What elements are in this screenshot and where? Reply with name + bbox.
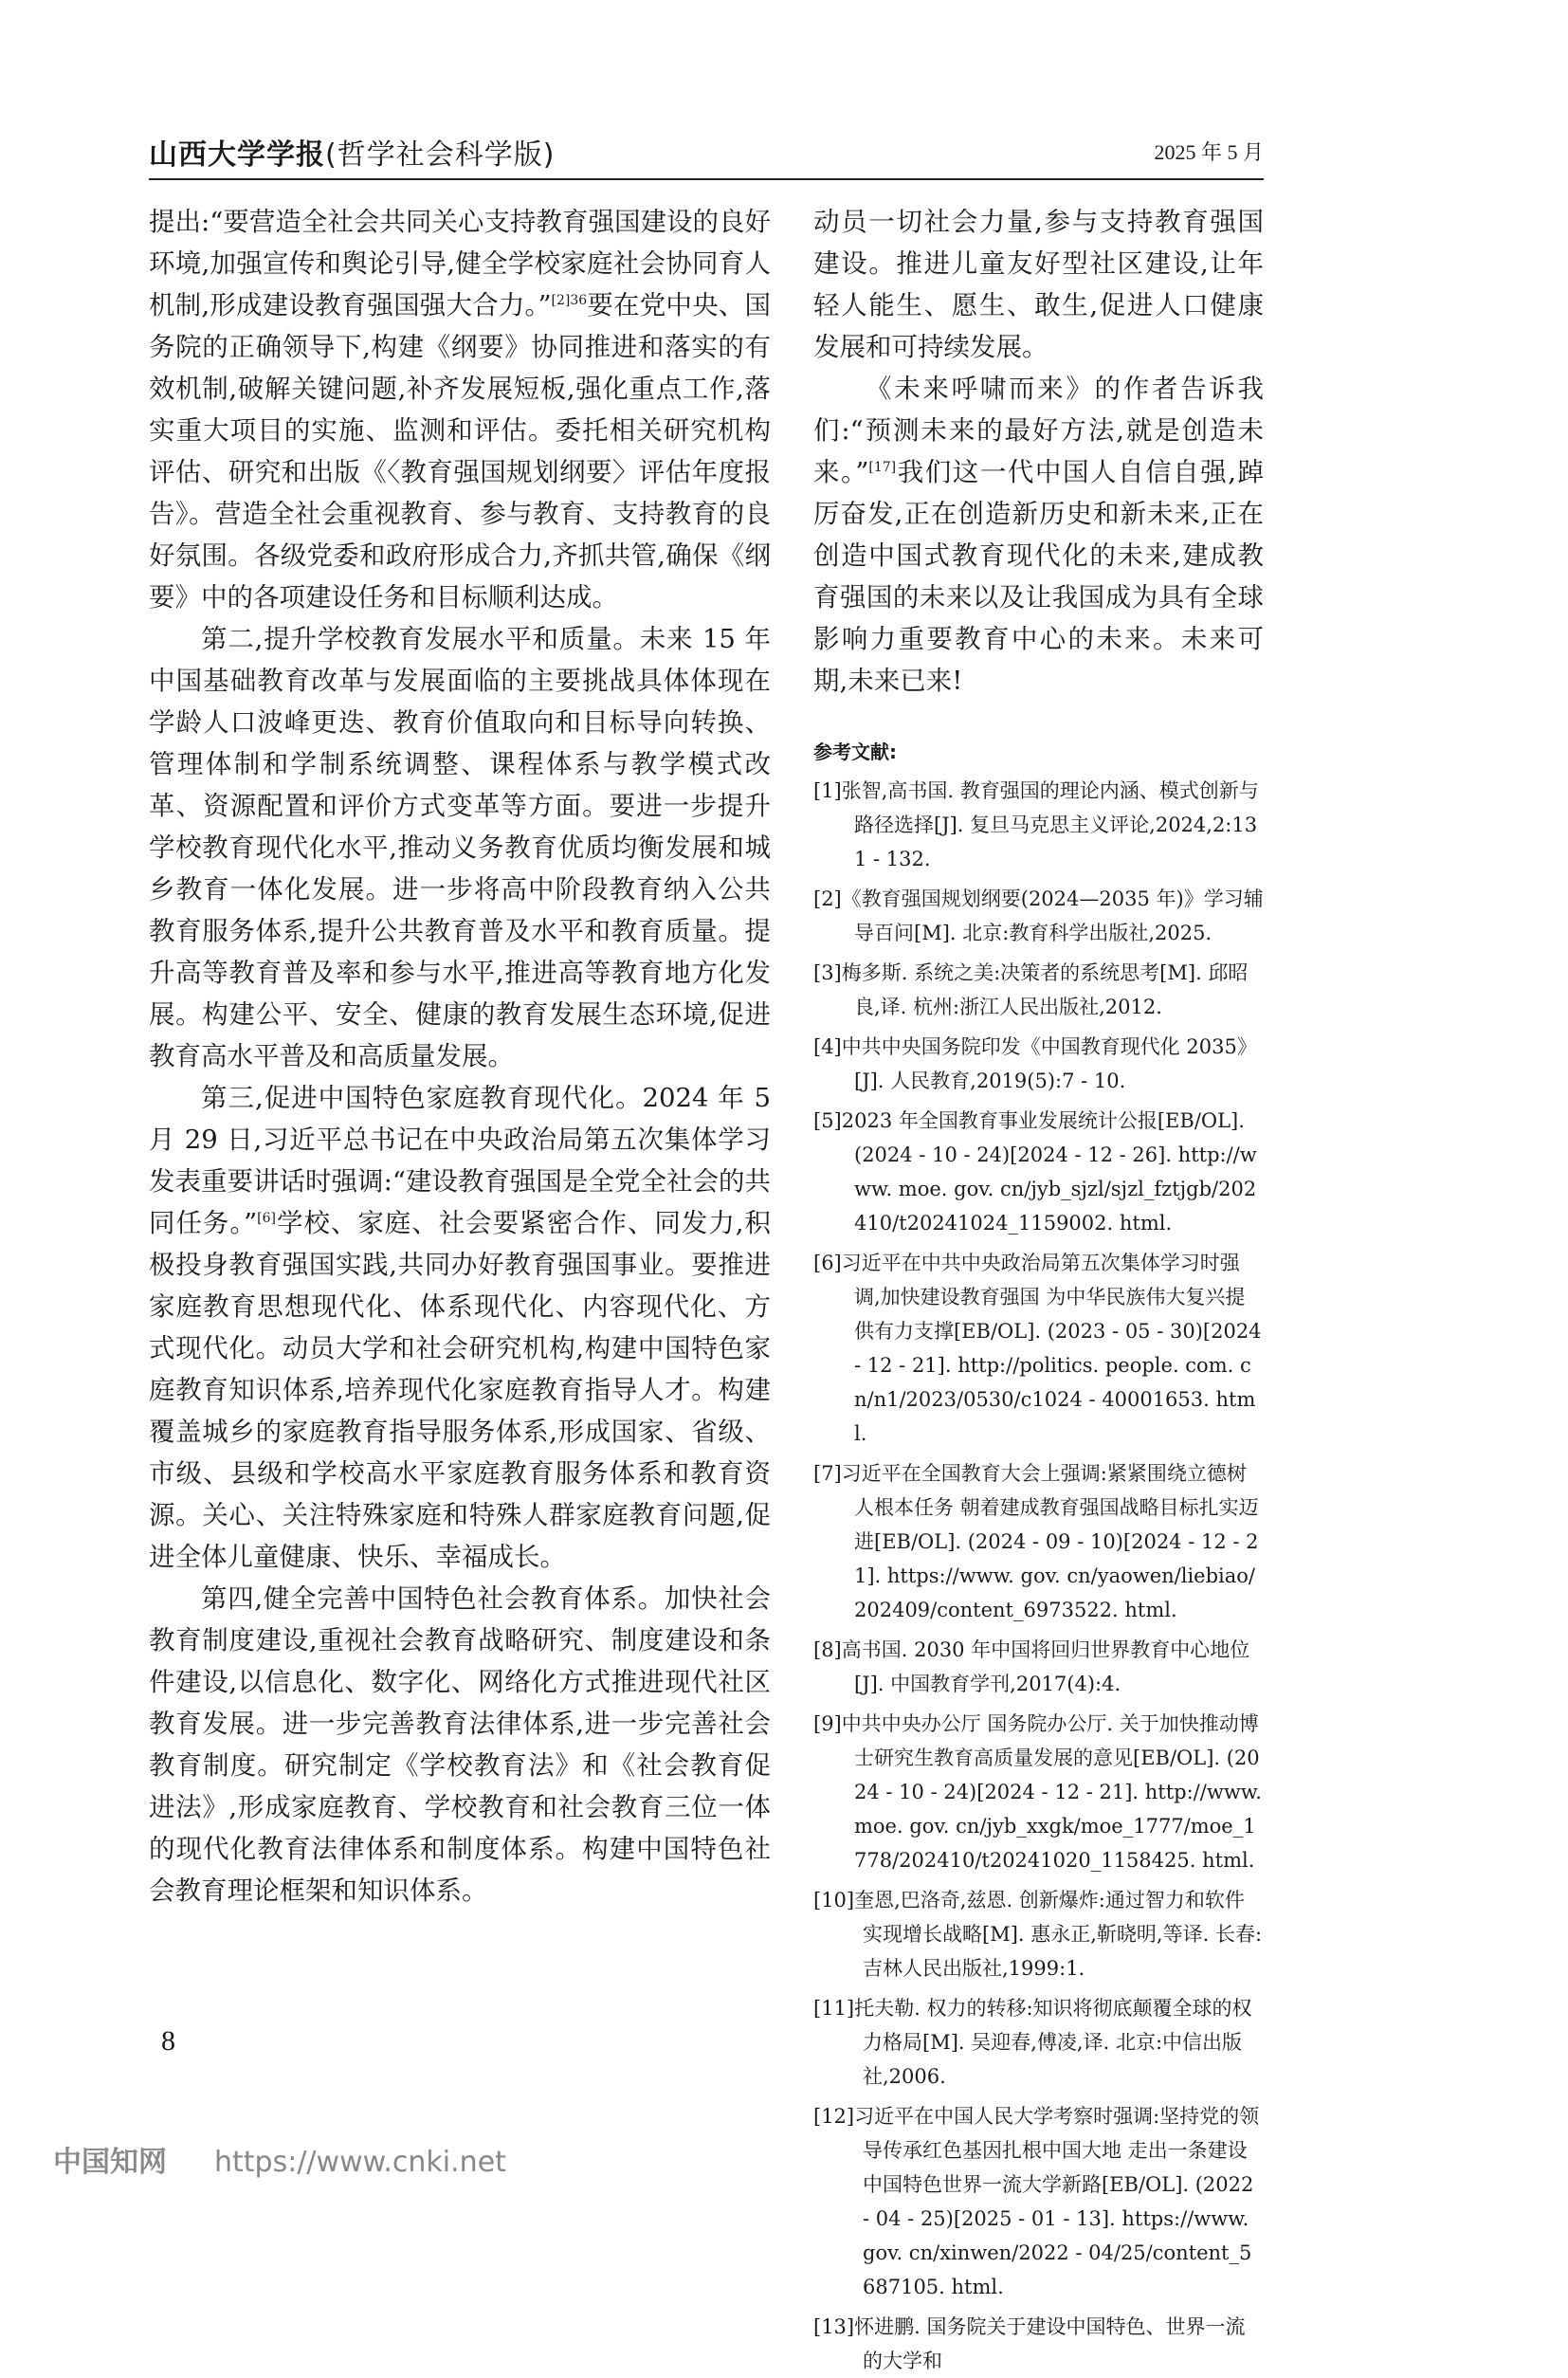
reference-item bbox=[813, 1104, 1264, 1240]
reference-number: [12] bbox=[813, 2105, 855, 2128]
reference-item bbox=[813, 1456, 1264, 1627]
reference-text: 中共中央国务院印发《中国教育现代化 2035》[J]. 人民教育,2019(5):7 - 10. bbox=[841, 1035, 1257, 1092]
reference-number: [9] bbox=[813, 1712, 842, 1735]
reference-item bbox=[813, 956, 1264, 1024]
reference-text: 奎恩,巴洛奇,兹恩. 创新爆炸:通过智力和软件实现增长战略[M]. 惠永正,靳晓明,等译. 长春:吉林人民出版社,1999:1. bbox=[854, 1889, 1263, 1980]
reference-number: [8] bbox=[813, 1638, 842, 1661]
issue-date: 2025 年 5 月 bbox=[1154, 140, 1264, 164]
reference-number: [10] bbox=[813, 1889, 855, 1912]
left-column bbox=[149, 201, 771, 1912]
paragraph: 第四,健全完善中国特色社会教育体系。加快社会教育制度建设,重视社会教育战略研究、制度建设和条件建设,以信息化、数字化、网络化方式推进现代社区教育发展。进一步完善教育法律体系,进一步完善社会教育制度。研究制定《学校教育法》和《社会教育促进法》,形成家庭教育、学校教育和社会教育三位一体的现代化教育法律体系和制度体系。构建中国特色社会教育理论框架和知识体系。 bbox=[149, 1583, 771, 1906]
reference-number: [2] bbox=[813, 887, 842, 910]
reference-item bbox=[813, 774, 1264, 876]
reference-text: 怀进鹏. 国务院关于建设中国特色、世界一流的大学和 bbox=[854, 2315, 1246, 2372]
citation[interactable]: [17] bbox=[868, 459, 897, 475]
running-header bbox=[149, 131, 1264, 180]
reference-number: [6] bbox=[813, 1252, 842, 1274]
paragraph: 动员一切社会力量,参与支持教育强国建设。推进儿童友好型社区建设,让年轻人能生、愿生、敢生,促进人口健康发展和可持续发展。 bbox=[813, 207, 1264, 362]
journal-edition: (哲学社会科学版) bbox=[325, 138, 556, 172]
reference-number: [1] bbox=[813, 779, 842, 802]
reference-text: 张智,高书国. 教育强国的理论内涵、模式创新与路径选择[J]. 复旦马克思主义评论,2024,2:131 - 132. bbox=[841, 779, 1259, 870]
reference-text: 2023 年全国教育事业发展统计公报[EB/OL]. (2024 - 10 - 24)[2024 - 12 - 26]. http://www. moe. gov. cn/jyb_sjzl/sjzl_fztjgb/202410/t20241024_1159002. html. bbox=[841, 1109, 1257, 1235]
reference-item bbox=[813, 1883, 1264, 1985]
reference-text: 托夫勒. 权力的转移:知识将彻底颠覆全球的权力格局[M]. 吴迎春,傅凌,译. 北京:中信出版社,2006. bbox=[854, 1997, 1252, 2088]
reference-item bbox=[813, 1991, 1264, 2094]
paragraph: 提出:“要营造全社会共同关心支持教育强国建设的良好环境,加强宣传和舆论引导,健全学校家庭社会协同育人机制,形成建设教育强国强大合力。”$^{[2]36}$要在党中央、国务院的正确领导下,构建《纲要》协同推进和落实的有效机制,破解关键问题,补齐发展短板,强化重点工作,落实重大项目的实施、监测和评估。委托相关研究机构评估、研究和出版《〈教育强国规划纲要〉评估年度报告》。营造全社会重视教育、参与教育、支持教育的良好氛围。各级党委和政府形成合力,齐抓共管,确保《纲要》中的各项建设任务和目标顺利达成。 bbox=[149, 207, 771, 613]
citation[interactable]: [2]36 bbox=[551, 292, 588, 308]
cnki-url[interactable]: https://www.cnki.net bbox=[214, 2146, 506, 2179]
reference-number: [11] bbox=[813, 1997, 855, 2020]
reference-text: 习近平在中国人民大学考察时强调:坚持党的领导传承红色基因扎根中国大地 走出一条建设中国特色世界一流大学新路[EB/OL]. (2022 - 04 - 25)[2025 - 01 - 13]. https://www. gov. cn/xinwen/2022 - 04/25/content_5687105. html. bbox=[854, 2105, 1260, 2298]
reference-text: 高书国. 2030 年中国将回归世界教育中心地位[J]. 中国教育学刊,2017(4):4. bbox=[841, 1638, 1250, 1695]
reference-number: [3] bbox=[813, 961, 842, 984]
reference-text: 梅多斯. 系统之美:决策者的系统思考[M]. 邱昭良,译. 杭州:浙江人民出版社,2012. bbox=[841, 961, 1249, 1018]
reference-item bbox=[813, 882, 1264, 950]
cnki-logo: 中国知网 bbox=[53, 2146, 167, 2179]
reference-number: [5] bbox=[813, 1109, 842, 1132]
paragraph: 《未来呼啸而来》的作者告诉我们:“预测未来的最好方法,就是创造未来。”[17]我们这一代中国人自信自强,踔厉奋发,正在创造新历史和新未来,正在创造中国式教育现代化的未来,建成教育强国的未来以及让我国成为具有全球影响力重要教育中心的未来。未来可期,未来已来! bbox=[813, 374, 1264, 696]
right-column bbox=[813, 201, 1264, 2378]
reference-text: 中共中央办公厅 国务院办公厅. 关于加快推动博士研究生教育高质量发展的意见[EB/OL]. (2024 - 10 - 24)[2024 - 12 - 21]. http://www. moe. gov. cn/jyb_xxgk/moe_1777/moe_1778/202410/t20241020_1158425. html. bbox=[841, 1712, 1262, 1872]
reference-text: 《教育强国规划纲要(2024—2035 年)》学习辅导百问[M]. 北京:教育科学出版社,2025. bbox=[841, 887, 1264, 944]
references-heading: 参考文献: bbox=[813, 741, 897, 763]
reference-number: [4] bbox=[813, 1035, 842, 1058]
reference-item bbox=[813, 1633, 1264, 1701]
reference-number: [7] bbox=[813, 1462, 842, 1485]
reference-text: 习近平在全国教育大会上强调:紧紧围绕立德树人根本任务 朝着建成教育强国战略目标扎实迈进[EB/OL]. (2024 - 09 - 10)[2024 - 12 - 21]. https://www. gov. cn/yaowen/liebiao/202409/content_6973522. html. bbox=[841, 1462, 1259, 1621]
reference-item bbox=[813, 2099, 1264, 2304]
reference-text: 习近平在中共中央政治局第五次集体学习时强调,加快建设教育强国 为中华民族伟大复兴提供有力支撑[EB/OL]. (2023 - 05 - 30)[2024 - 12 - 21]. http://politics. people. com. cn/n1/2023/0530/c1024 - 40001653. html. bbox=[841, 1252, 1262, 1445]
reference-item bbox=[813, 1707, 1264, 1877]
reference-item bbox=[813, 1246, 1264, 1451]
citation[interactable]: [6] bbox=[257, 1210, 276, 1226]
reference-item bbox=[813, 2310, 1264, 2378]
journal-name: 山西大学学报 bbox=[149, 138, 325, 172]
page-number: 8 bbox=[161, 2025, 175, 2057]
journal-title bbox=[149, 131, 555, 173]
paragraph: 第二,提升学校教育发展水平和质量。未来 15 年中国基础教育改革与发展面临的主要挑战具体体现在学龄人口波峰更迭、教育价值取向和目标导向转换、管理体制和学制系统调整、课程体系与教学模式改革、资源配置和评价方式变革等方面。要进一步提升学校教育现代化水平,推动义务教育优质均衡发展和城乡教育一体化发展。进一步将高中阶段教育纳入公共教育服务体系,提升公共教育普及水平和教育质量。提升高等教育普及率和参与水平,推进高等教育地方化发展。构建公平、安全、健康的教育发展生态环境,促进教育高水平普及和高质量发展。 bbox=[149, 624, 771, 1071]
paragraph: 第三,促进中国特色家庭教育现代化。2024 年 5 月 29 日,习近平总书记在中央政治局第五次集体学习发表重要讲话时强调:“建设教育强国是全党全社会的共同任务。”[6]学校、家庭、社会要紧密合作、同发力,积极投身教育强国实践,共同办好教育强国事业。要推进家庭教育思想现代化、体系现代化、内容现代化、方式现代化。动员大学和社会研究机构,构建中国特色家庭教育知识体系,培养现代化家庭教育指导人才。构建覆盖城乡的家庭教育指导服务体系,形成国家、省级、市级、县级和学校高水平家庭教育服务体系和教育资源。关心、关注特殊家庭和特殊人群家庭教育问题,促进全体儿童健康、快乐、幸福成长。 bbox=[149, 1083, 771, 1572]
reference-item bbox=[813, 1030, 1264, 1098]
reference-number: [13] bbox=[813, 2315, 855, 2338]
watermark-footer bbox=[53, 2138, 506, 2180]
reference-list bbox=[813, 774, 1264, 2378]
